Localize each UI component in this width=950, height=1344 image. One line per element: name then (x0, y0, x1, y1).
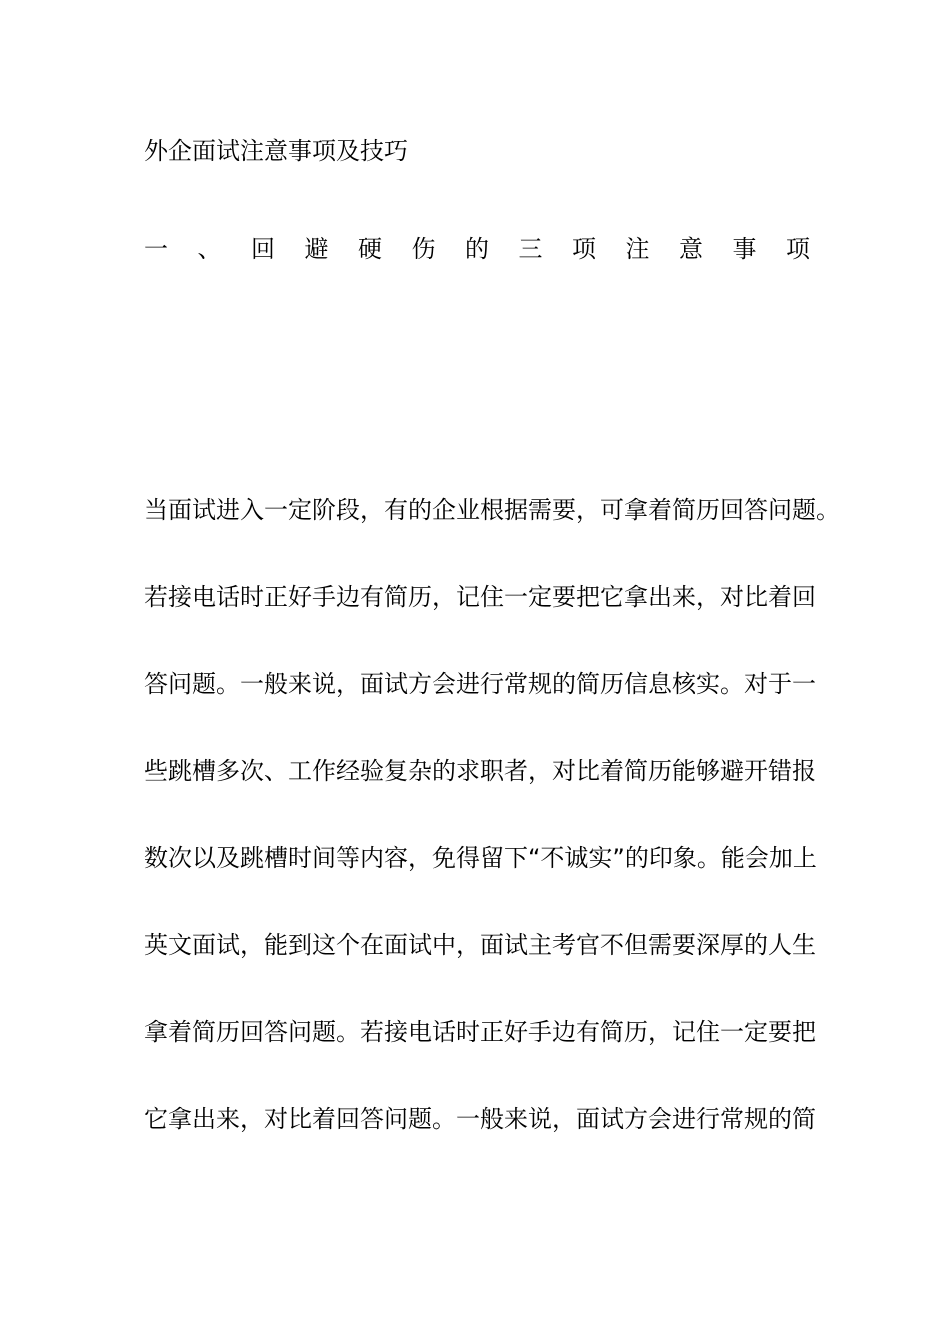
section-heading-char: 项 (572, 235, 596, 263)
section-heading-char: 的 (465, 235, 489, 263)
paragraph-line: 英文面试，能到这个在面试中，面试主考官不但需要深厚的人生 (144, 931, 816, 959)
section-heading-char: 事 (732, 235, 757, 263)
section-heading-char: 避 (304, 235, 329, 263)
section-heading-char: 、 (197, 235, 222, 263)
section-heading-char: 项 (786, 235, 810, 263)
section-heading-char: 注 (625, 235, 650, 263)
paragraph-line: 答问题。一般来说，面试方会进行常规的简历信息核实。对于一 (144, 670, 816, 698)
section-heading-char: 一 (144, 235, 168, 263)
paragraph-line: 拿着简历回答问题。若接电话时正好手边有简历，记住一定要把 (144, 1018, 816, 1046)
paragraph-line: 数次以及跳槽时间等内容，免得留下“不诚实”的印象。能会加上 (144, 844, 817, 872)
document-title: 外企面试注意事项及技巧 (144, 137, 408, 165)
paragraph-line: 若接电话时正好手边有简历，记住一定要把它拿出来，对比着回 (144, 583, 816, 611)
section-heading-char: 意 (679, 235, 703, 263)
section-heading-char: 三 (518, 235, 543, 263)
section-heading-char: 硬 (358, 235, 382, 263)
section-heading-char: 伤 (411, 235, 436, 263)
paragraph-line: 它拿出来，对比着回答问题。一般来说，面试方会进行常规的简 (144, 1105, 816, 1133)
section-heading (144, 232, 810, 266)
paragraph-line: 当面试进入一定阶段，有的企业根据需要，可拿着简历回答问题。 (144, 496, 840, 524)
section-heading-char: 回 (251, 235, 275, 263)
paragraph-line: 些跳槽多次、工作经验复杂的求职者，对比着简历能够避开错报 (144, 757, 816, 785)
